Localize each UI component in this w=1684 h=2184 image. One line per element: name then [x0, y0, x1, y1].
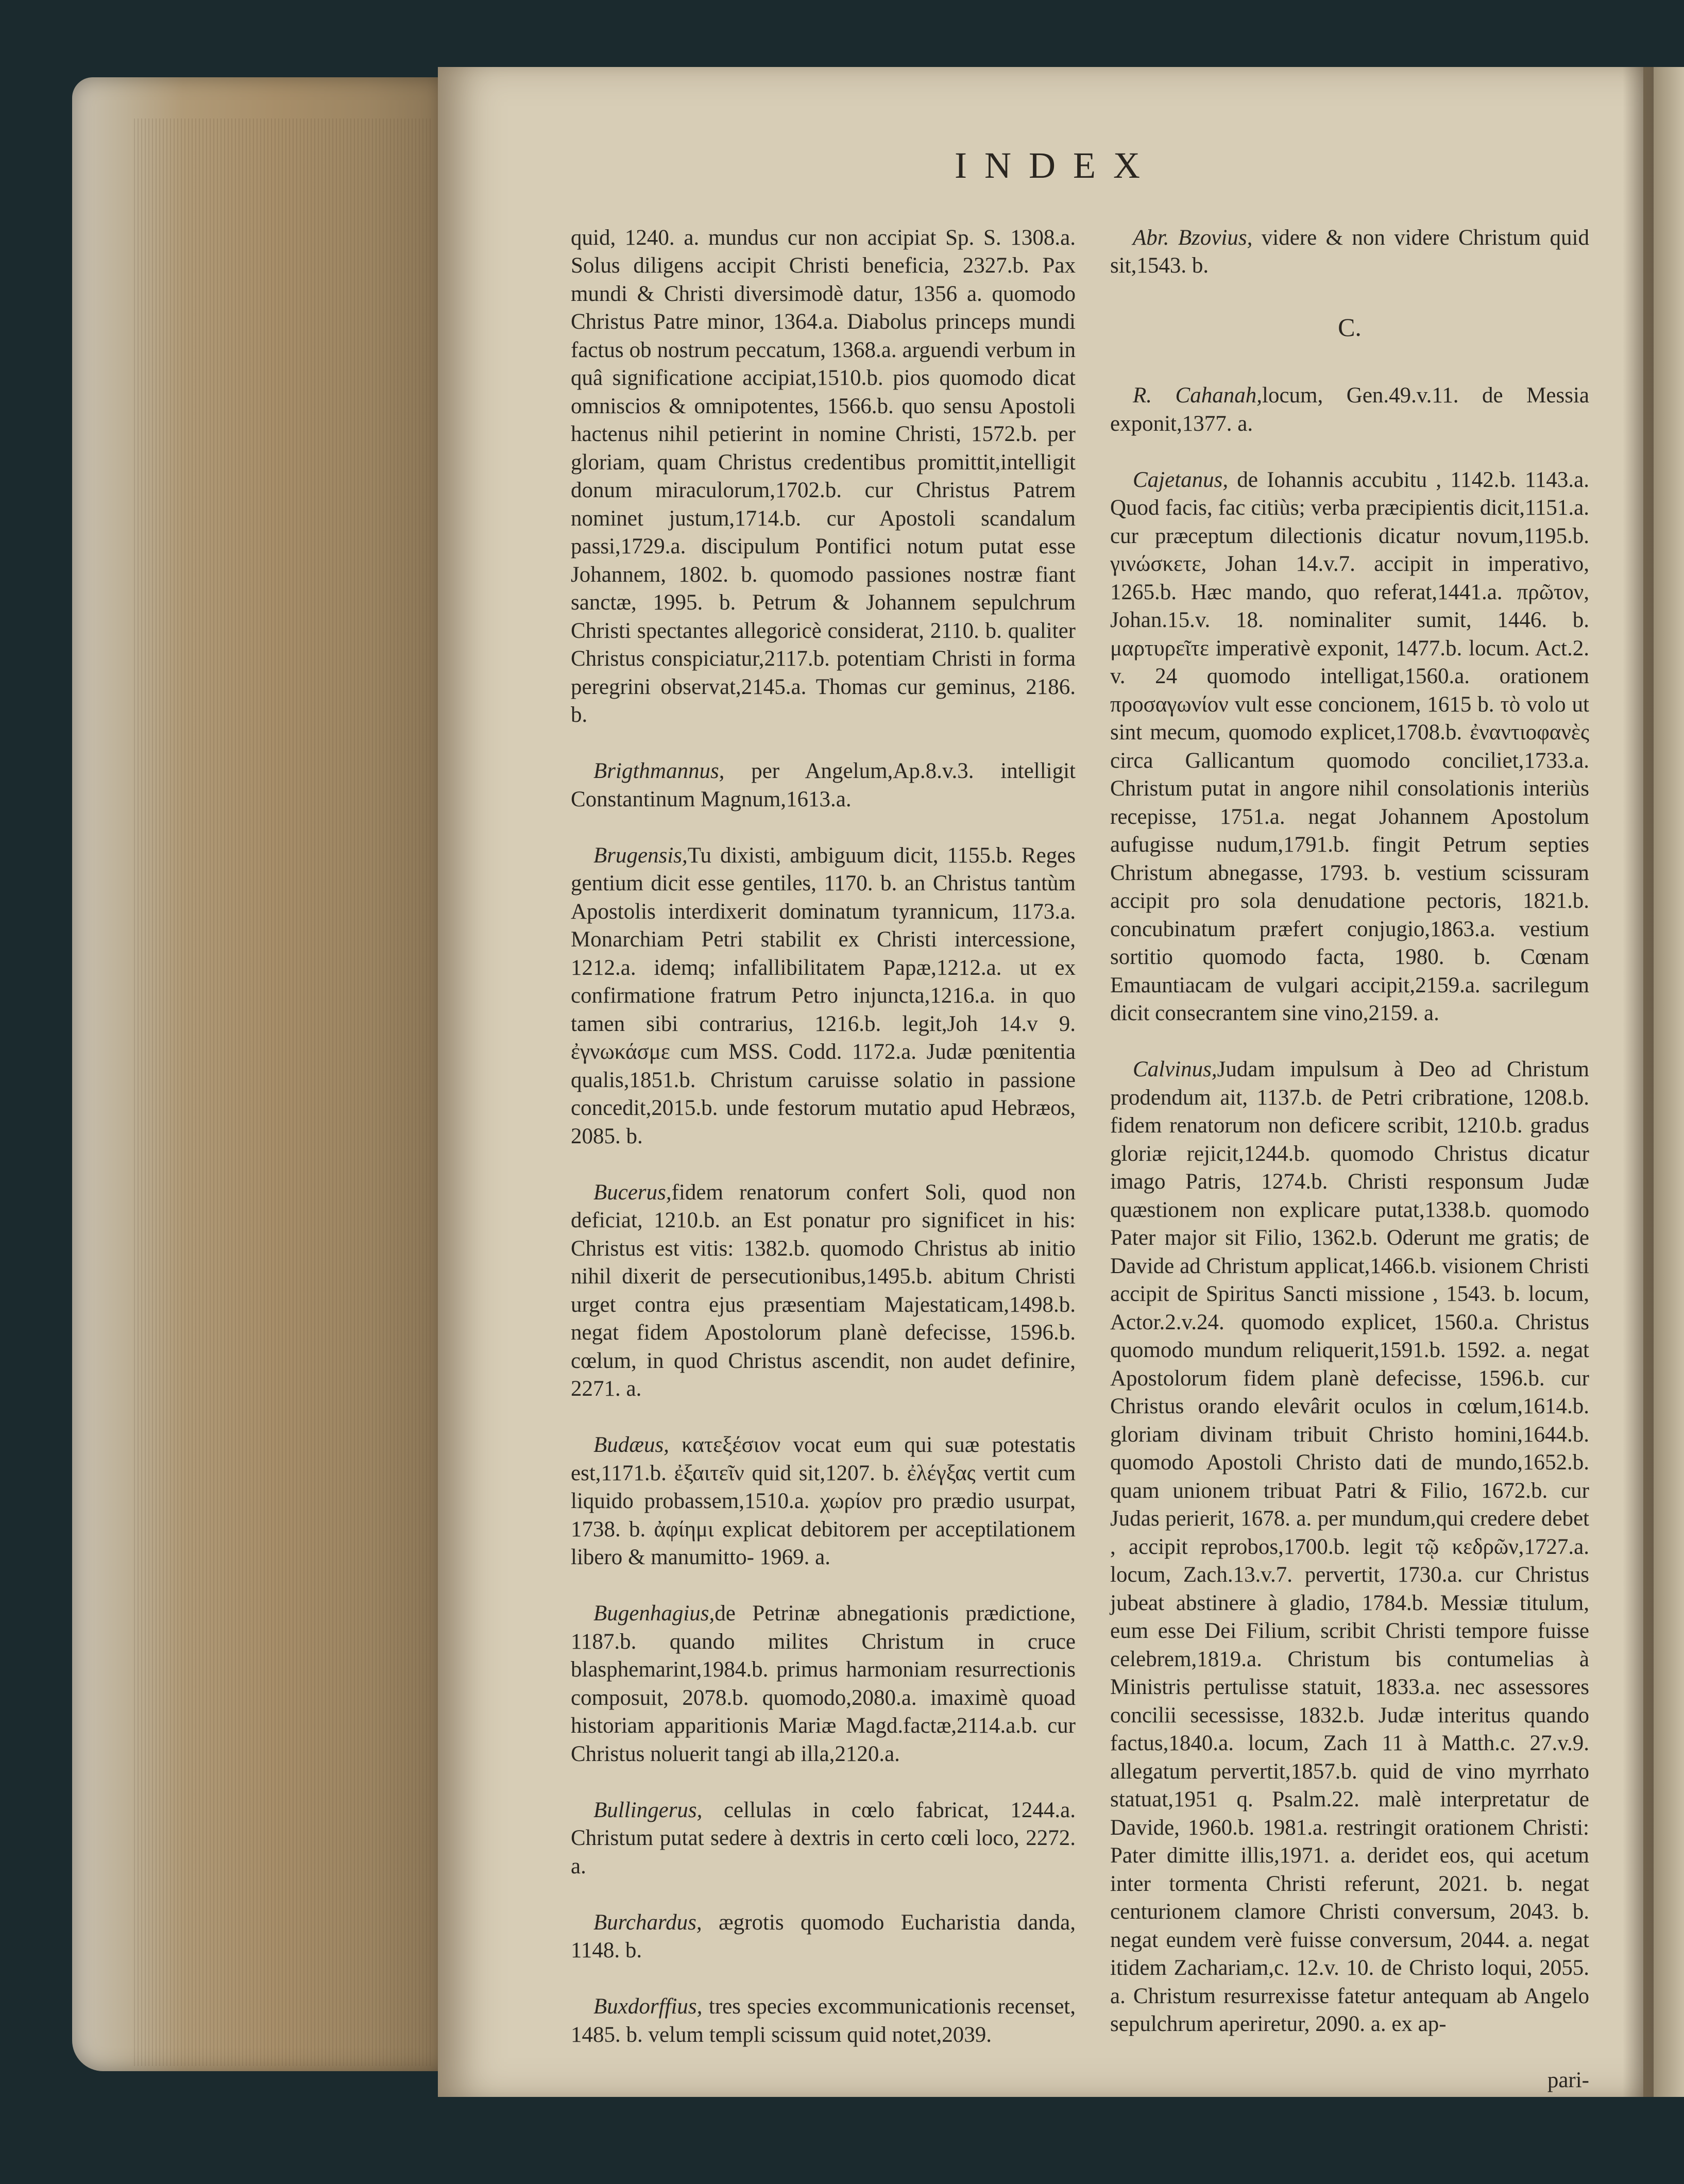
index-entry: Brigthmannus, per Angelum,Ap.8.v.3. intelligit Constantinum Magnum,1613.a.	[571, 759, 1076, 811]
index-entry: Bucerus,fidem renatorum confert Soli, quod non deficiat, 1210.b. an Est ponatur pro significet in his: Christus est vitis: 1382.b. quomodo Christus ab initio nihil dixerit de persecutionibus,1495.b. abitum Christi urget contra ejus præsentiam Majestaticam,1498.b. negat fidem Apostolorum planè defecisse, 1596.b. cœlum, in quod Christus ascendit, non audet definire, 2271. a.	[571, 1180, 1076, 1401]
catchword: pari-	[1547, 2068, 1589, 2092]
right-column	[1110, 196, 1589, 2123]
gutter-shadow	[1623, 67, 1654, 2097]
section-letter: C.	[1338, 313, 1362, 342]
index-entry: quid, 1240. a. mundus cur non accipiat Sp. S. 1308.a. Solus diligens accipit Christi beneficia, 2327.b. Pax mundi & Christi diversimodè datur, 1356 a. quomodo Christus Patre minor, 1364.a. Diabolus princeps mundi factus ob nostrum peccatum, 1368.a. arguendi verbum in quâ significatione accipiat,1510.b. pios quomodo dicat omniscios & omnipotentes, 1566.b. quo sensu Apostoli hactenus nihil petierint in nomine Christi, 1572.b. per gloriam, quam Christus credentibus promittit,intelligit donum miraculorum,1702.b. cur Christus Patrem nominet justum,1714.b. cur Apostoli scandalum passi,1729.a. discipulum Pontifici notum putat esse Johannem, 1802. b. quomodo passiones nostræ fiant sanctæ, 1995. b. Petrum & Johannem sepulchrum Christi spectantes allegoricè considerat, 2110. b. qualiter Christus conspiciatur,2117.b. potentiam Christi in forma peregrini observat,2145.a. Thomas cur geminus, 2186. b.	[571, 225, 1076, 727]
index-entry: Brugensis,Tu dixisti, ambiguum dicit, 1155.b. Reges gentium dicit esse gentiles, 1170. b. an Christus tantùm Apostolis interdixerit dominatum tyrannicum, 1173.a. Monarchiam Petri stabilit ex Christi intercessione, 1212.a. idemq; infallibilitatem Papæ,1212.a. ut ex confirmatione fratrum Petro injuncta,1216.a. in quo tamen sibi contrarius, 1216.b. legit,Joh 14.v 9. ἐγνωκάσμε cum MSS. Codd. 1172.a. Judæ pœnitentia qualis,1851.b. Christum caruisse solatio in passione concedit,2015.b. unde festorum mutatio apud Hebræos, 2085. b.	[571, 843, 1076, 1148]
index-entry: Buxdorffius, tres species excommunicationis recenset, 1485. b. velum templi scissum quid notet,2039.	[571, 1994, 1076, 2047]
index-entry: Cajetanus, de Iohannis accubitu , 1142.b. 1143.a. Quod facis, fac citiùs; verba præcipientis dicit,1151.a. cur præceptum dilectionis dicatur novum,1195.b. γινώσκετε, Johan 14.v.7. accipit in imperativo, 1265.b. Hæc mando, quo referat,1441.a. πρῶτον, Johan.15.v. 18. nominaliter sumit, 1446. b. μαρτυρεῖτε imperativè exponit, 1477.b. locum. Act.2. v. 24 quomodo intelligat,1560.a. orationem προσαγωνίον vult esse concionem, 1615 b. τὸ volo ut sint mecum, quomodo explicet,1708.b. ἐναντιοφανὲς circa Gallicantum quomodo conciliet,1733.a. Christum putat in angore nihil consolationis interiùs recepisse, 1751.a. negat Johannem Apostolum aufugisse nudum,1791.b. fingit Petrum septies Christum abnegasse, 1793. b. vestium scissuram accipit pro sola denudatione pectoris, 1821.b. concubinatum præfert conjugio,1863.a. vestium sortitio quomodo facta, 1980. b. Cœnam Emauntiacam de vulgari accipit,2159.a. sacrilegum dicit consecrantem sine vino,2159. a.	[1110, 467, 1589, 1025]
page-edge-texture	[134, 118, 433, 2066]
index-entry: Burchardus, ægrotis quomodo Eucharistia danda, 1148. b.	[571, 1910, 1076, 1962]
index-entry: Bugenhagius,de Petrinæ abnegationis prædictione, 1187.b. quando milites Christum in cruce blasphemarint,1984.b. primus harmoniam resurrectionis composuit, 2078.b. quomodo,2080.a. imaximè quoad historiam apparitionis Mariæ Magd.factæ,2114.a.b. cur Christus noluerit tangi ab illa,2120.a.	[571, 1601, 1076, 1766]
page-header: INDEX	[955, 145, 1158, 186]
index-entry: R. Cahanah,locum, Gen.49.v.11. de Messia exponit,1377. a.	[1110, 383, 1590, 436]
index-entry: Bullingerus, cellulas in cœlo fabricat, 1244.a. Christum putat sedere à dextris in certo cœli loco, 2272. a.	[571, 1798, 1076, 1878]
index-entry: Calvinus,Judam impulsum à Deo ad Christum prodendum ait, 1137.b. de Petri cribratione, 1208.b. fidem renatorum non deficere scribit, 1210.b. gradus gloriæ rejicit,1244.b. quomodo Christus dicatur imago Patris, 1274.b. Christi responsum Judæ quæstionem non explicare putat,1338.b. quomodo Pater major sit Filio, 1362.b. Oderunt me gratis; de Davide ad Christum applicat,1466.b. visionem Christi accipit de Spiritus Sancti missione , 1543. b. locum, Actor.2.v.24. quomodo explicet, 1560.a. Christus quomodo mundum reliquerit,1591.b. 1592. a. negat Apostolorum fidem planè defecisse, 1596.b. cur Christus orando elevârit oculos in cœlum,1614.b. gloriam divinam tribuit Christo homini,1644.b. quomodo Apostoli Christo dati de mundo,1652.b. quam unionem tribuat Patri & Filio, 1672.b. cur Judas perierit, 1678. a. per mundum,qui credere debet , accipit reprobos,1700.b. legit τῷ κεδρῶν,1727.a. locum, Zach.13.v.7. pervertit, 1730.a. cur Christus jubeat abstinere à gladio, 1784.b. Messiæ titulum, eum esse Dei Filium, scribit Christi tempore fuisse celebrem,1819.a. Christum bis contumelias à Ministris pertulisse statuit, 1833.a. nec assessores concilii secessisse, 1832.b. Judæ interitus quando factus,1840.a. locum, Zach 11 à Matth.c. 27.v.9. allegatum pervertit,1857.b. quid de vino myrrhato statuat,1951 q. Psalm.22. malè interpretatur de Davide, 1960.b. 1981.a. restringit orationem Christi: Pater dimitte illis,1971. a. deridet eos, qui acetum inter tormenta Christi referunt, 2021. b. negat centurionem clamore Christi conversum, 2043. b. negat eundem verè fuisse conversum, 2044. a. negat itidem Zachariam,c. 12.v. 10. de Christo loqui, 2055. a. Christum resurrexisse fatetur antequam ab Angelo sepulchrum aperiretur, 2090. a. ex ap-	[1110, 1057, 1589, 2036]
index-entry: Abr. Bzovius, videre & non videre Christum quid sit,1543. b.	[1110, 225, 1590, 278]
left-column	[571, 196, 1076, 2077]
index-entry: Budæus, κατεξέσιον vocat eum qui suæ potestatis est,1171.b. ἐξαιτεῖν quid sit,1207. b. ἐλέγξας vertit cum liquido probassem,1510.a. χωρίον pro prædio usurpat, 1738. b. ἀφίημι explicat debitorem per acceptilationem libero & manumitto- 1969. a.	[571, 1433, 1076, 1569]
